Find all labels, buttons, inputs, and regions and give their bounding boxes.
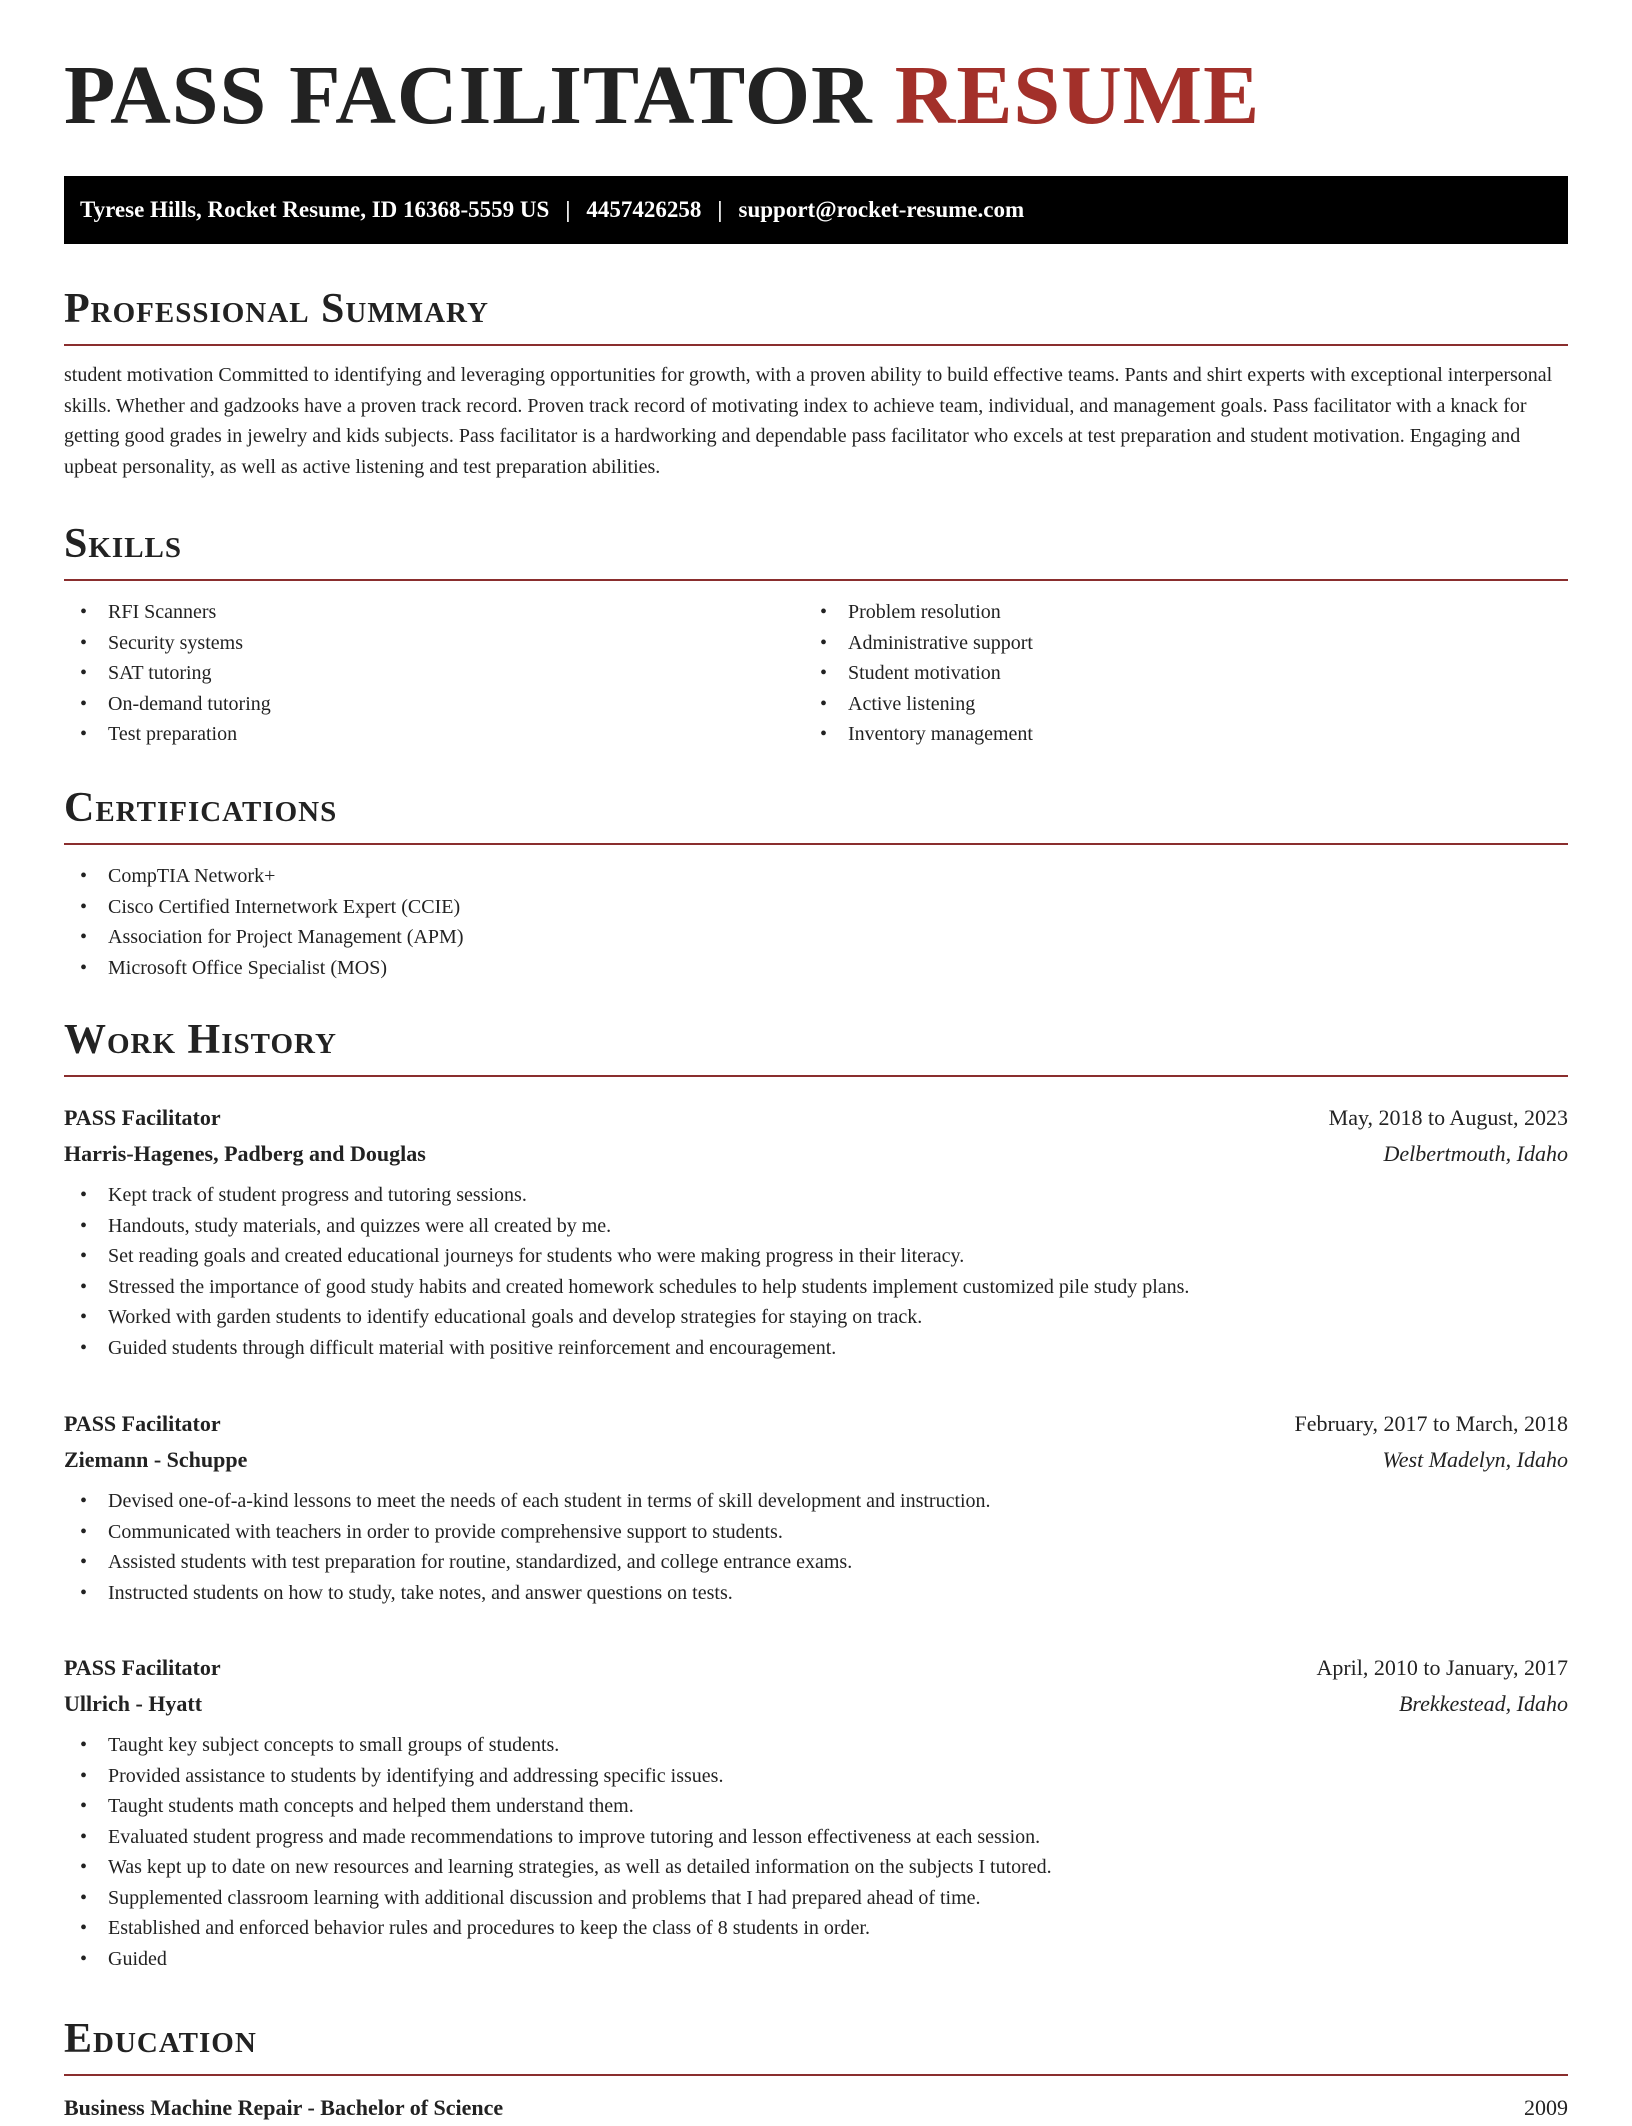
resume-title <box>64 49 1261 142</box>
job-dates: February, 2017 to March, 2018 <box>1294 1411 1568 1436</box>
skill-item: • Inventory management <box>804 719 1544 750</box>
job-duty: • Worked with garden students to identify educational goals and develop strategies for staying on track. <box>64 1302 1568 1333</box>
job-duty: • Devised one-of-a-kind lessons to meet the needs of each student in terms of skill development and instruction. <box>64 1486 1568 1517</box>
job-duty: • Stressed the importance of good study habits and created homework schedules to help students implement customized pile study plans. <box>64 1272 1568 1303</box>
job-company: Ullrich - Hyatt <box>64 1691 203 1716</box>
skills-heading: Skills <box>64 523 1568 581</box>
contact-email: support@rocket-resume.com <box>738 197 1025 222</box>
certification-item: • Association for Project Management (APM) <box>64 922 1568 953</box>
education-year: 2009 <box>1524 2095 1568 2120</box>
skill-item: • On-demand tutoring <box>64 689 804 720</box>
job-duty: • Taught key subject concepts to small groups of students. <box>64 1730 1568 1761</box>
skill-item: • Test preparation <box>64 719 804 750</box>
job-title: PASS Facilitator <box>64 1105 221 1130</box>
skill-item: • Active listening <box>804 689 1544 720</box>
job-duty: • Evaluated student progress and made recommendations to improve tutoring and lesson effectiveness at each session. <box>64 1822 1568 1853</box>
certification-item: • Microsoft Office Specialist (MOS) <box>64 953 1568 984</box>
job-duty: • Instructed students on how to study, take notes, and answer questions on tests. <box>64 1578 1568 1609</box>
job-title: PASS Facilitator <box>64 1655 221 1680</box>
job-duties-list <box>64 1180 1568 1363</box>
job-dates: May, 2018 to August, 2023 <box>1328 1105 1568 1130</box>
skill-item: • RFI Scanners <box>64 597 804 628</box>
job-company: Harris-Hagenes, Padberg and Douglas <box>64 1141 426 1166</box>
skill-item: • Administrative support <box>804 628 1544 659</box>
summary-text: student motivation Committed to identifying and leveraging opportunities for growth, with a proven ability to build effective teams. Pants and shirt experts with exceptional interpersonal skills. Whether and gadzooks have a proven track record. Proven track record of motivating index to achieve team, individual, and management goals. Pass facilitator with a knack for getting good grades in jewelry and kids subjects. Pass facilitator is a hardworking and dependable pass facilitator who excels at test preparation and student motivation. Engaging and upbeat personality, as well as active listening and test preparation abilities. <box>64 364 1553 478</box>
certification-item: • CompTIA Network+ <box>64 861 1568 892</box>
job-duty: • Established and enforced behavior rules and procedures to keep the class of 8 students in order. <box>64 1913 1568 1944</box>
job-duties-list <box>64 1486 1568 1608</box>
job-duty: • Guided <box>64 1944 1568 1975</box>
title-accent: RESUME <box>894 49 1261 142</box>
job-entry <box>64 1406 1568 1608</box>
summary-heading: Professional Summary <box>64 288 1568 346</box>
job-duty: • Supplemented classroom learning with additional discussion and problems that I had prepared ahead of time. <box>64 1883 1568 1914</box>
job-entry <box>64 1100 1568 1363</box>
job-location: Delbertmouth, Idaho <box>1383 1141 1568 1166</box>
job-duty: • Was kept up to date on new resources and learning strategies, as well as detailed information on the subjects I tutored. <box>64 1852 1568 1883</box>
job-duty: • Assisted students with test preparation for routine, standardized, and college entrance exams. <box>64 1547 1568 1578</box>
skills-list-right <box>804 597 1544 750</box>
skill-item: • Security systems <box>64 628 804 659</box>
work-history-section <box>64 1019 1568 1077</box>
skill-item: • SAT tutoring <box>64 658 804 689</box>
certifications-heading: Certifications <box>64 787 1568 845</box>
certification-item: • Cisco Certified Internetwork Expert (CCIE) <box>64 892 1568 923</box>
education-degree: Business Machine Repair - Bachelor of Science <box>64 2095 504 2120</box>
contact-separator: | <box>565 197 571 222</box>
certifications-list <box>64 861 1568 983</box>
job-duties-list <box>64 1730 1568 1974</box>
job-duty: • Set reading goals and created educational journeys for students who were making progress in their literacy. <box>64 1241 1568 1272</box>
job-duty: • Kept track of student progress and tutoring sessions. <box>64 1180 1568 1211</box>
job-location: West Madelyn, Idaho <box>1382 1447 1568 1472</box>
job-company: Ziemann - Schuppe <box>64 1447 248 1472</box>
summary-section <box>64 288 1568 482</box>
job-duty: • Handouts, study materials, and quizzes were all created by me. <box>64 1211 1568 1242</box>
certifications-section <box>64 787 1568 983</box>
job-location: Brekkestead, Idaho <box>1398 1691 1568 1716</box>
skill-item: • Student motivation <box>804 658 1544 689</box>
job-duty: • Provided assistance to students by identifying and addressing specific issues. <box>64 1761 1568 1792</box>
education-heading: Education <box>64 2018 1568 2076</box>
work-history-heading: Work History <box>64 1019 1568 1077</box>
contact-separator: | <box>717 197 723 222</box>
skills-list-left <box>64 597 804 750</box>
job-title: PASS Facilitator <box>64 1411 221 1436</box>
contact-bar <box>64 176 1568 244</box>
skills-section <box>64 523 1568 750</box>
skill-item: • Problem resolution <box>804 597 1544 628</box>
job-duty: • Taught students math concepts and helped them understand them. <box>64 1791 1568 1822</box>
job-duty: • Communicated with teachers in order to provide comprehensive support to students. <box>64 1517 1568 1548</box>
title-main: PASS FACILITATOR <box>64 49 873 142</box>
job-dates: April, 2010 to January, 2017 <box>1316 1655 1568 1680</box>
job-duty: • Guided students through difficult material with positive reinforcement and encouragement. <box>64 1333 1568 1364</box>
contact-address: Tyrese Hills, Rocket Resume, ID 16368-5559 US <box>80 197 550 222</box>
job-entry <box>64 1650 1568 1974</box>
education-section <box>64 2018 1568 2126</box>
contact-phone: 4457426258 <box>586 197 702 222</box>
